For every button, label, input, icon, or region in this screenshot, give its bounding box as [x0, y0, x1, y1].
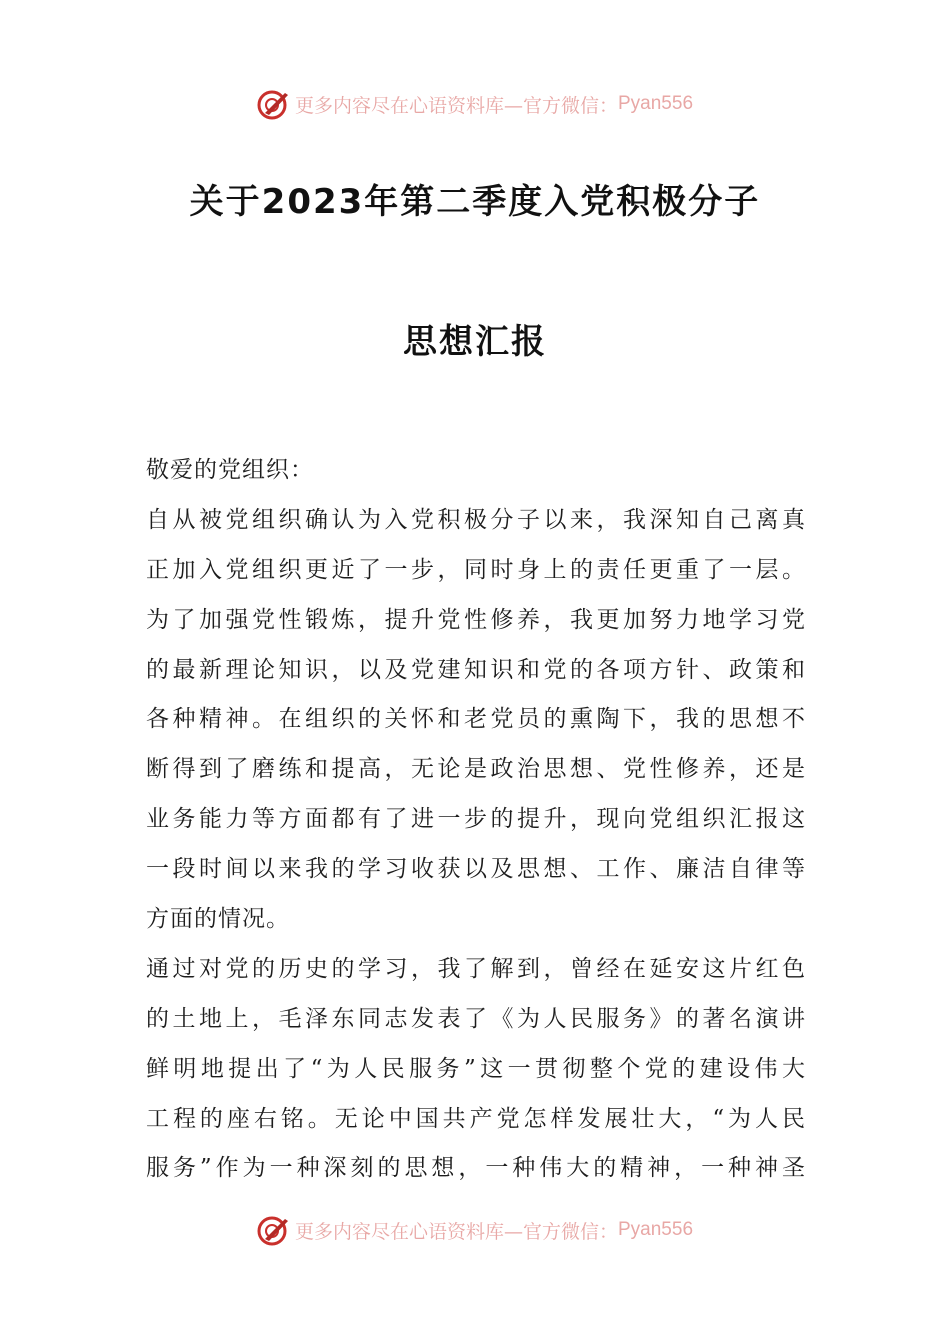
- body-line: 业务能力等方面都有了进一步的提升，现向党组织汇报这: [146, 806, 806, 833]
- watermark-text: 更多内容尽在心语资料库—官方微信：: [294, 94, 618, 117]
- watermark-id: Pyan556: [618, 1219, 694, 1240]
- body-line: 服务”作为一种深刻的思想，一种伟大的精神，一种神圣: [146, 1155, 806, 1182]
- watermark-text: 更多内容尽在心语资料库—官方微信：: [294, 1220, 618, 1243]
- body-line: 通过对党的历史的学习，我了解到，曾经在延安这片红色: [146, 955, 806, 982]
- body-line: 断得到了磨练和提高，无论是政治思想、党性修养，还是: [146, 756, 806, 783]
- body-line: 鲜明地提出了“为人民服务”这一贯彻整个党的建设伟大: [146, 1055, 806, 1082]
- quill-logo-icon: [257, 87, 291, 121]
- body-line: 工程的座右铭。无论中国共产党怎样发展壮大，“为人民: [146, 1105, 806, 1132]
- watermark-footer: [0, 1210, 950, 1250]
- document-title-line-2: 思想汇报: [403, 322, 547, 362]
- watermark-id: Pyan556: [618, 93, 694, 114]
- body-line: 为了加强党性锻炼，提升党性修养，我更加努力地学习党: [146, 606, 806, 633]
- body-line: 的最新理论知识，以及党建知识和党的各项方针、政策和: [146, 656, 806, 683]
- body-line: 各种精神。在组织的关怀和老党员的熏陶下，我的思想不: [146, 706, 806, 733]
- body-line: 的土地上，毛泽东同志发表了《为人民服务》的著名演讲: [146, 1005, 806, 1032]
- body-line: 一段时间以来我的学习收获以及思想、工作、廉洁自律等: [146, 856, 806, 883]
- watermark-header: [0, 84, 950, 124]
- document-body: [146, 446, 806, 1194]
- body-line: 正加入党组织更近了一步，同时身上的责任更重了一层。: [146, 556, 806, 583]
- quill-logo-icon: [257, 1213, 291, 1247]
- salutation-line: 敬爱的党组织：: [146, 457, 314, 483]
- body-line: 自从被党组织确认为入党积极分子以来，我深知自己离真: [146, 506, 806, 533]
- document-title-line-1: 关于2023年第二季度入党积极分子: [189, 182, 761, 222]
- body-line: 方面的情况。: [146, 906, 290, 933]
